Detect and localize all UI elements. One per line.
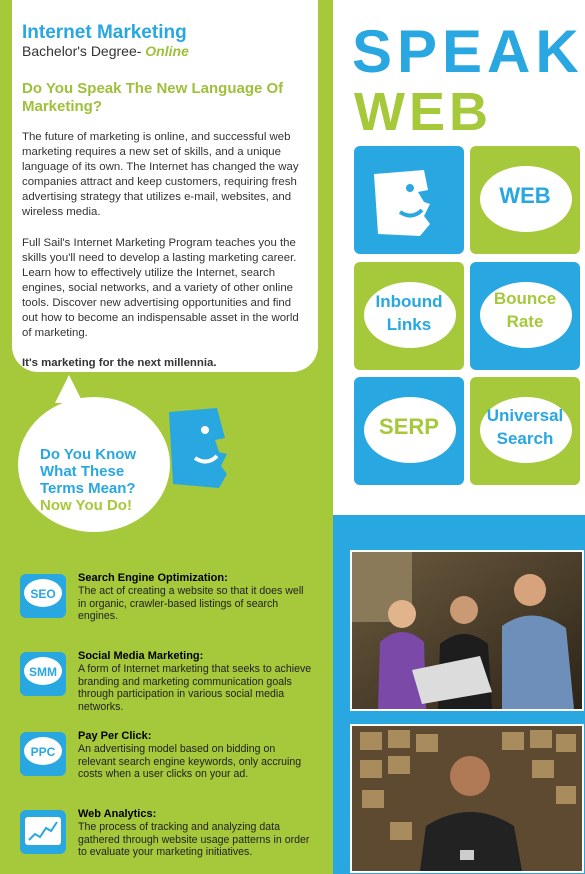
term-title: Pay Per Click: (78, 730, 152, 742)
seo-icon: SEO (20, 574, 66, 618)
term-description: A form of Internet marketing that seeks to achieve branding and marketing communication goals through participation in various social media networks. (78, 663, 312, 713)
program-subtitle: Bachelor's Degree- Online (22, 43, 189, 59)
term-title: Web Analytics: (78, 808, 157, 820)
speak-heading: SPEAK (352, 18, 584, 85)
speaking-face-icon (354, 146, 464, 254)
program-title: Internet Marketing (22, 22, 187, 43)
tile-bounce-rate: Bounce Rate (470, 262, 580, 370)
tile-inbound-links: Inbound Links (354, 262, 464, 370)
intro-paragraph-2: Full Sail's Internet Marketing Program teaches you the skills you'll need to develop a lasting marketing career. Learn how to effectively utilize the Internet, search engines, social networks, and a variety of other online tools. Discover new advertising opportunities and find out how to become an indispensable asset in the world of marketing. (22, 237, 299, 339)
term-title: Social Media Marketing: (78, 650, 204, 662)
speaking-face-icon (165, 408, 237, 488)
students-laptop-photo (350, 550, 584, 711)
term-description: The act of creating a website so that it does well in organic, crawler-based listings of search engines. (78, 585, 304, 622)
tile-web: WEB (470, 146, 580, 254)
analytics-chart-icon (20, 810, 66, 854)
tile-serp: SERP (354, 377, 464, 485)
callout-text: Do You Know What These Terms Mean? Now You Do! (40, 446, 137, 514)
smm-icon: SMM (20, 652, 66, 696)
term-title: Search Engine Optimization: (78, 572, 228, 584)
term-description: The process of tracking and analyzing data gathered through website usage patterns in order to evaluate your marketing initiatives. (78, 821, 310, 858)
intro-headline: Do You Speak The New Language Of Marketing? (22, 80, 284, 115)
web-heading: WEB (354, 82, 492, 142)
ppc-icon: PPC (20, 732, 66, 776)
intro-paragraph-1: The future of marketing is online, and successful web marketing requires a new set of skills, and a unique language of its own. The Internet has changed the way companies attract and keep customers, requiring fresh advertising strategy that utilizes e-mail, websites, and wireless media. (22, 131, 299, 218)
term-description: An advertising model based on bidding on relevant search engine keywords, only accruing costs when a user clicks on your ad. (78, 743, 302, 780)
intro-tagline: It's marketing for the next millennia. (22, 357, 217, 369)
student-phone-photo (350, 724, 584, 873)
tile-face (354, 146, 464, 254)
intro-card (12, 0, 318, 372)
tile-universal-search: Universal Search (470, 377, 580, 485)
